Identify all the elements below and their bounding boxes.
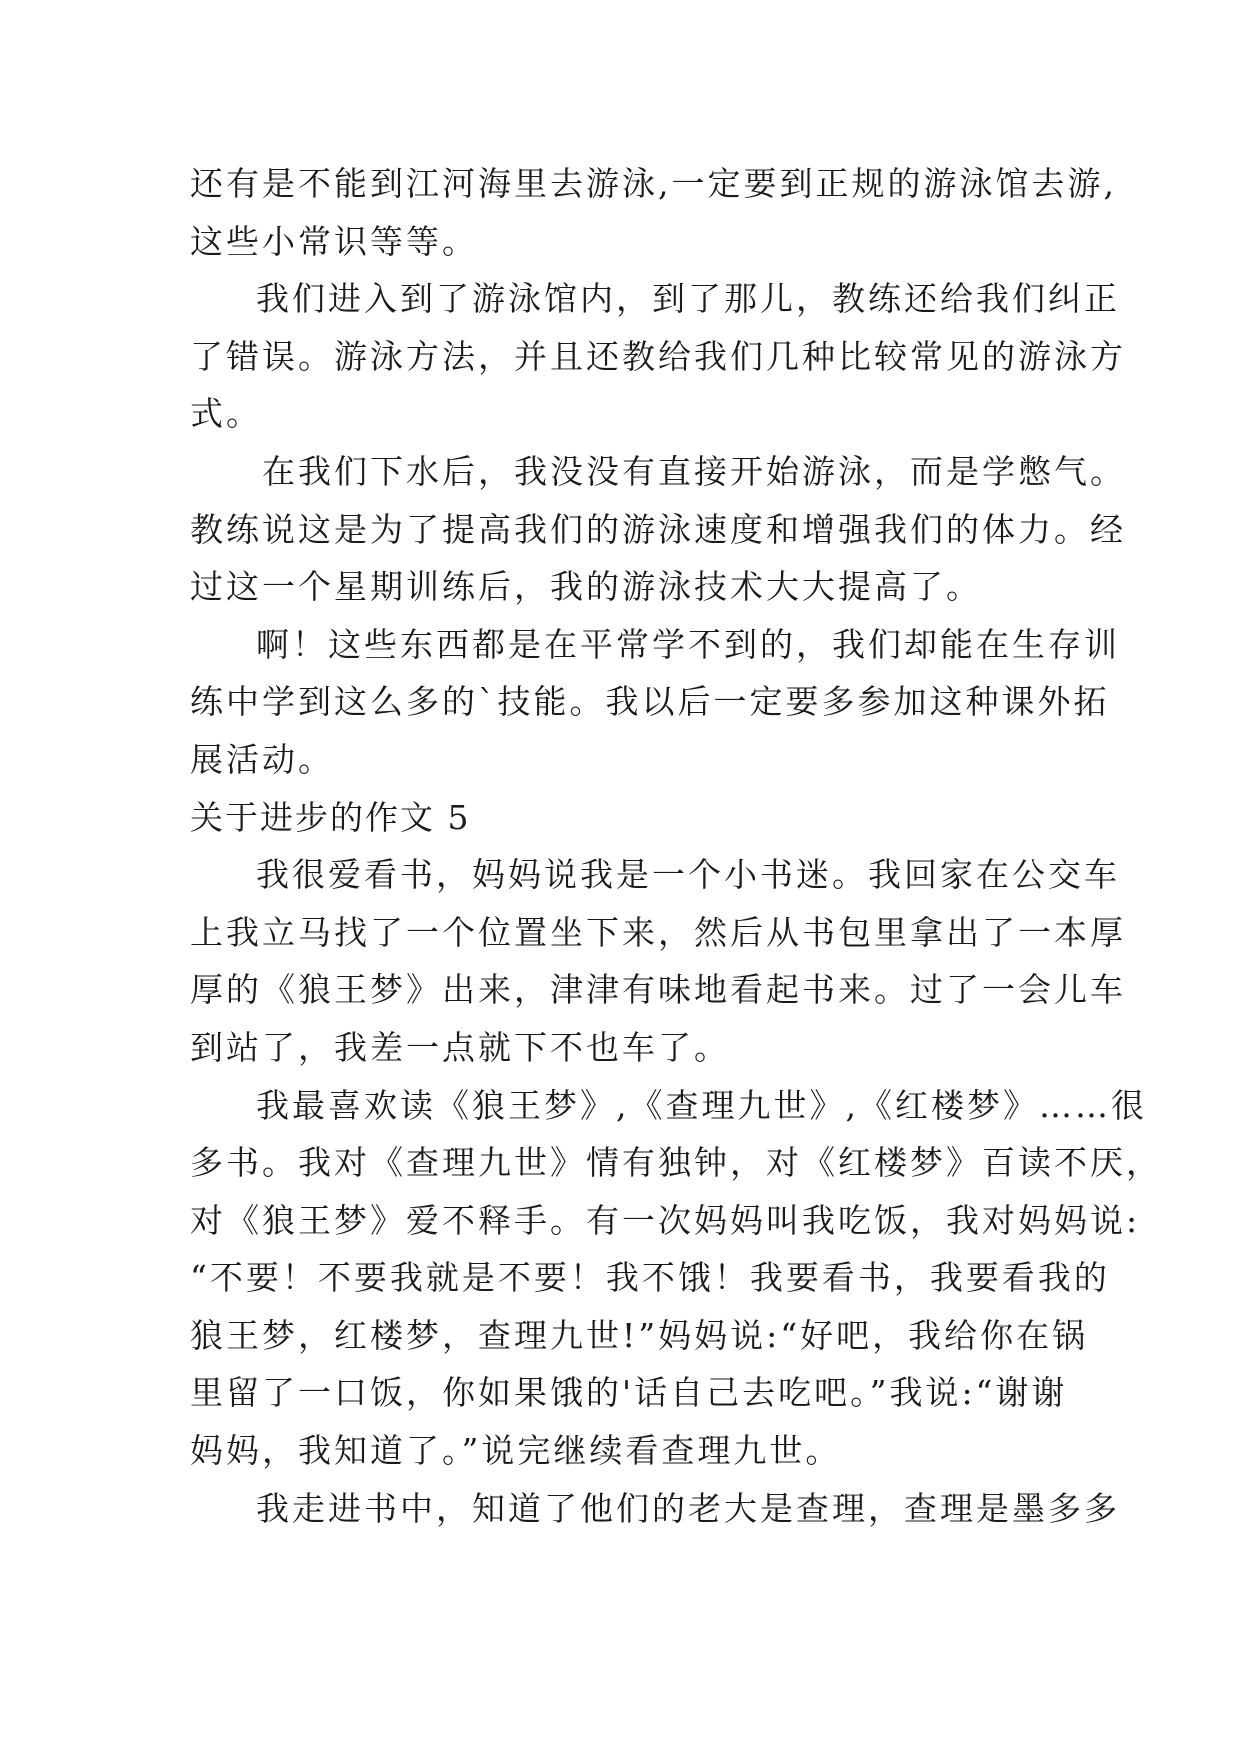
text-line: 里留了一口饭，你如果饿的'话自己去吃吧。”我说:“谢谢 xyxy=(190,1373,1068,1413)
paragraph-start-line: 啊！这些东西都是在平常学不到的，我们却能在生存训 xyxy=(256,624,1120,664)
text-line: 妈妈，我知道了。”说完继续看查理九世。 xyxy=(190,1431,842,1471)
text-line: “不要！不要我就是不要！我不饿！我要看书，我要看我的 xyxy=(190,1258,1110,1298)
text-line: 多书。我对《查理九世》情有独钟，对《红楼梦》百读不厌， xyxy=(190,1143,1162,1183)
text-line: 这些小常识等等。 xyxy=(190,221,478,261)
essay-body xyxy=(190,155,1162,1537)
text-line: 到站了，我差一点就下不也车了。 xyxy=(190,1027,730,1067)
text-line: 展活动。 xyxy=(190,739,334,779)
text-line: 式。 xyxy=(190,394,262,434)
text-line: 上我立马找了一个位置坐下来，然后从书包里拿出了一本厚 xyxy=(190,912,1126,952)
text-line: 教练说这是为了提高我们的游泳速度和增强我们的体力。经 xyxy=(190,509,1126,549)
text-line: 了错误。游泳方法，并且还教给我们几种比较常见的游泳方 xyxy=(190,336,1126,376)
paragraph-start-line: 我最喜欢读《狼王梦》,《查理九世》,《红楼梦》……很 xyxy=(256,1085,1147,1125)
paragraph-start-line: 我们进入到了游泳馆内，到了那儿，教练还给我们纠正 xyxy=(256,279,1120,319)
text-line: 练中学到这么多的`技能。我以后一定要多参加这种课外拓 xyxy=(190,682,1110,722)
paragraph-start-line: 我走进书中，知道了他们的老大是查理，查理是墨多多 xyxy=(256,1488,1120,1528)
text-line: 还有是不能到江河海里去游泳,一定要到正规的游泳馆去游, xyxy=(190,164,1117,203)
text-line: 过这一个星期训练后，我的游泳技术大大提高了。 xyxy=(190,567,982,607)
text-line: 对《狼王梦》爱不释手。有一次妈妈叫我吃饭，我对妈妈说: xyxy=(190,1200,1141,1240)
paragraph-start-line: 在我们下水后，我没没有直接开始游泳，而是学憋气。 xyxy=(262,451,1126,491)
text-line: 厚的《狼王梦》出来，津津有味地看起书来。过了一会儿车 xyxy=(190,970,1126,1010)
section-heading: 关于进步的作文 5 xyxy=(190,797,471,837)
text-line: 狼王梦，红楼梦，查理九世!”妈妈说:“好吧，我给你在锅 xyxy=(190,1315,1089,1355)
paragraph-start-line: 我很爱看书，妈妈说我是一个小书迷。我回家在公交车 xyxy=(256,855,1120,895)
